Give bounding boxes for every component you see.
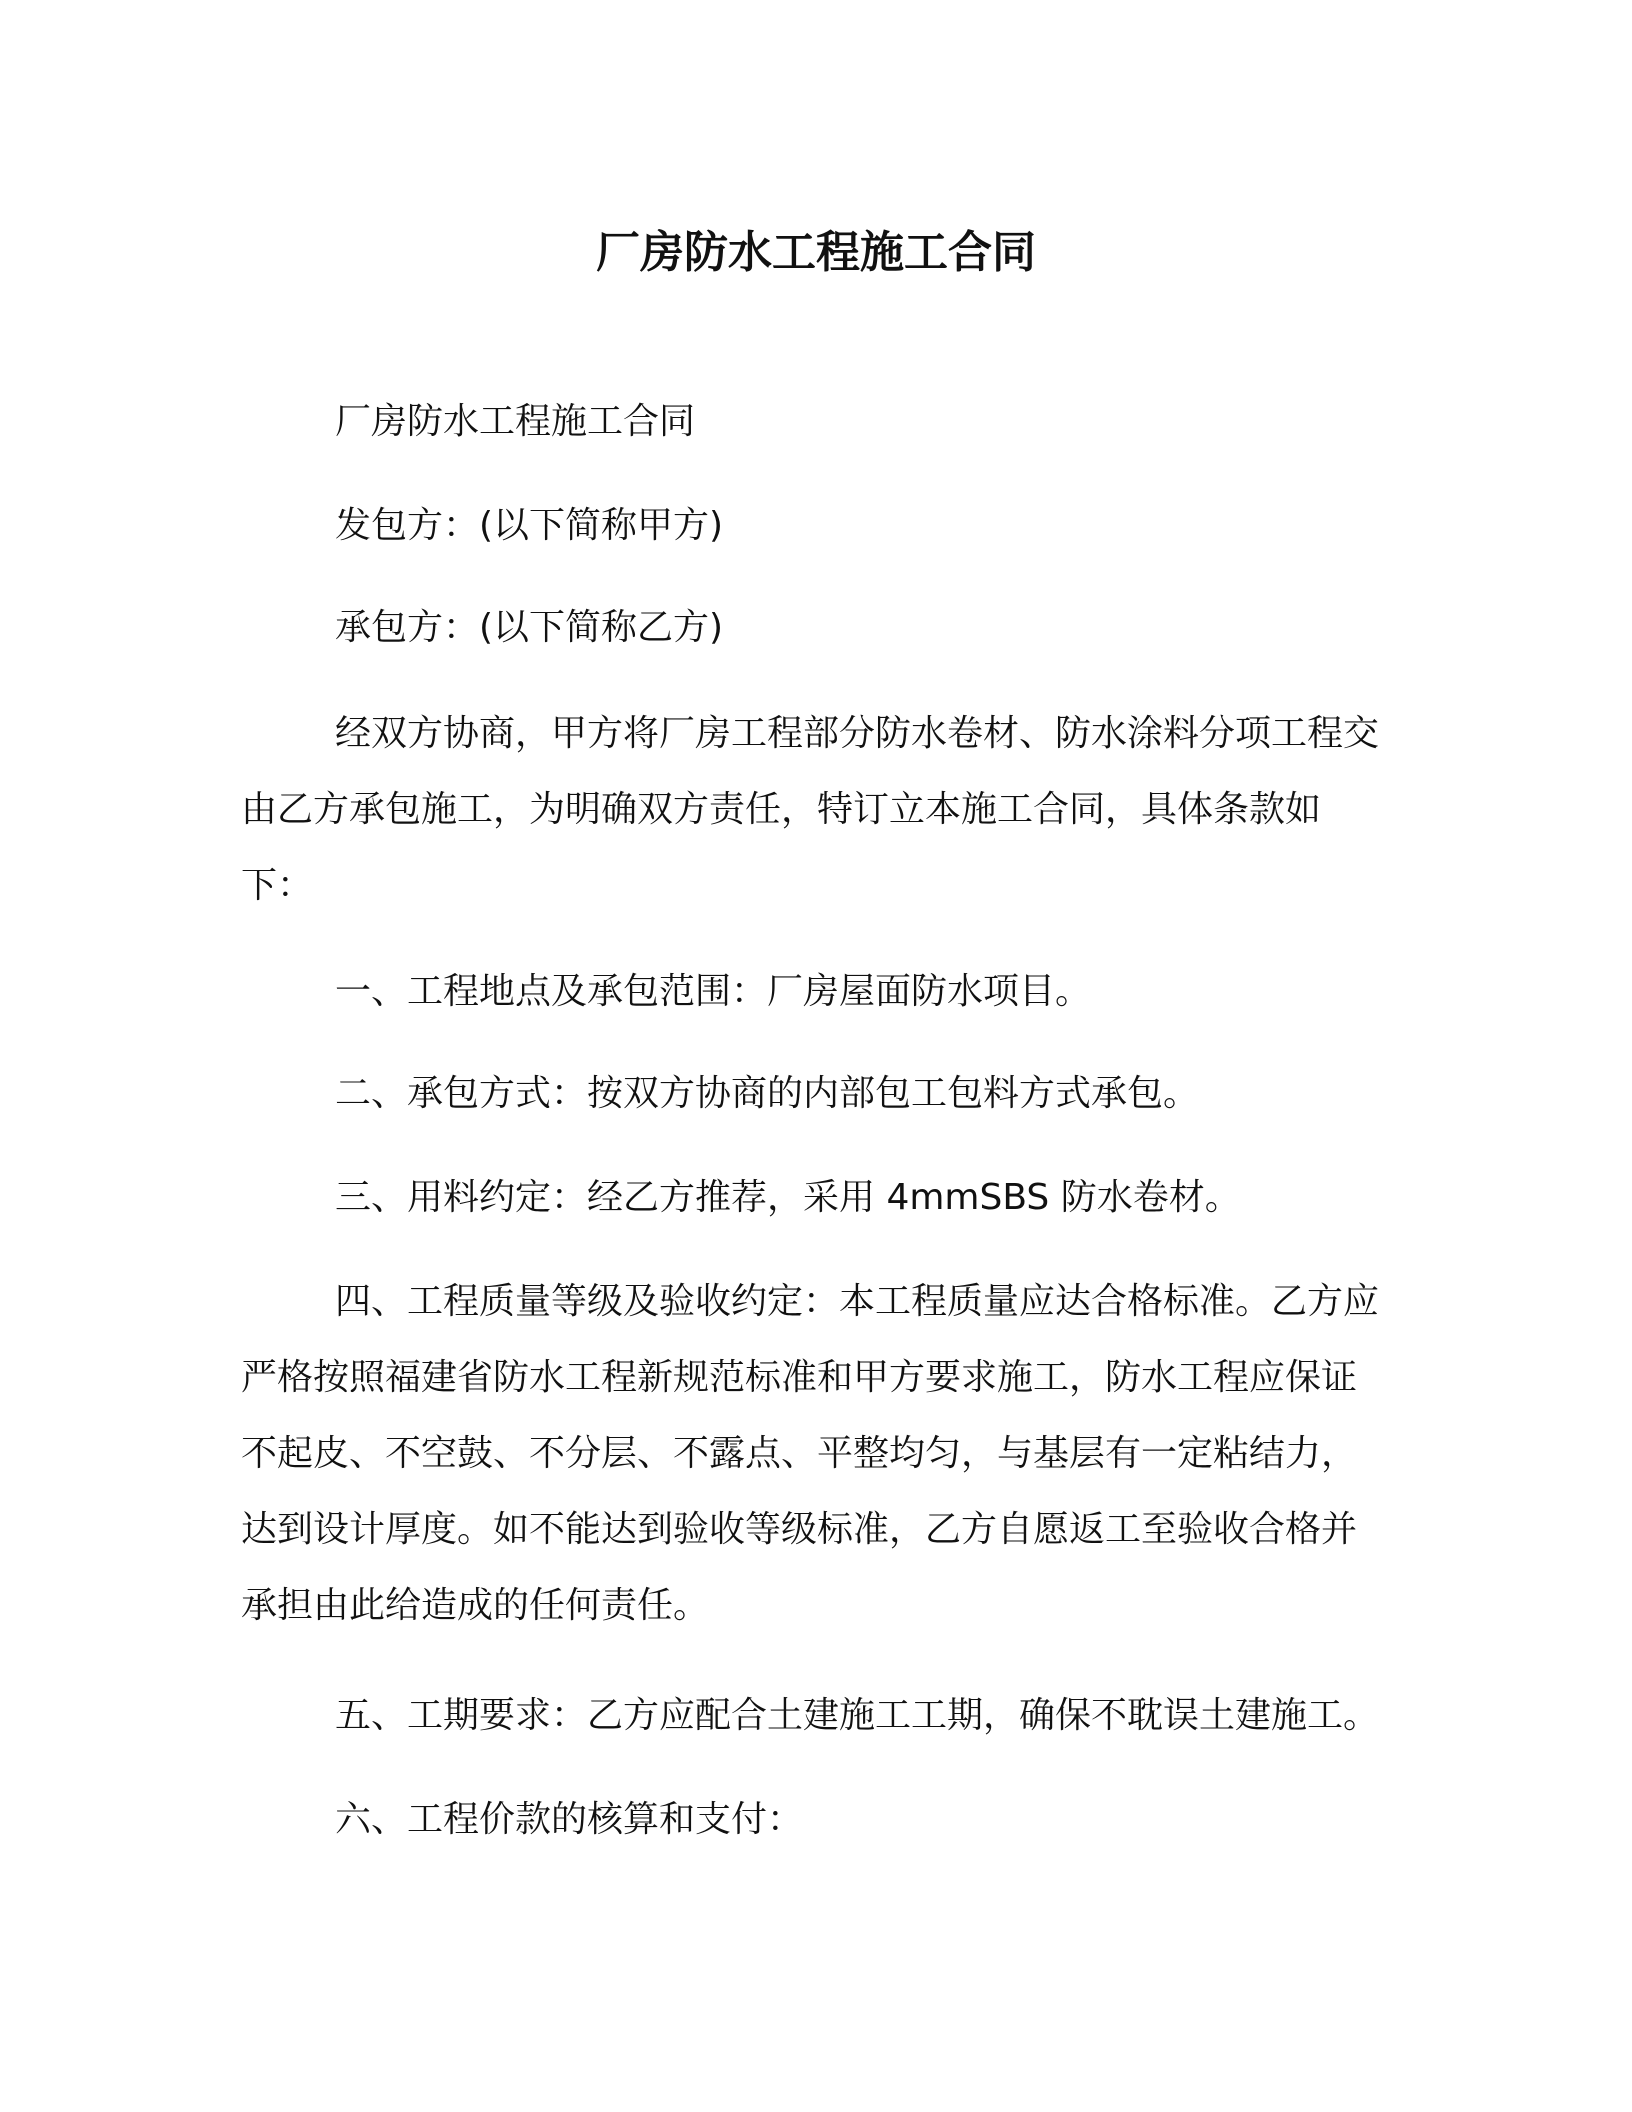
paragraph-intro: 经双方协商，甲方将厂房工程部分防水卷材、防水涂料分项工程交由乙方承包施工，为明确双方责任，特订立本施工合同，具体条款如下： bbox=[241, 713, 1380, 906]
clause-6-payment: 六、工程价款的核算和支付： bbox=[335, 1799, 804, 1840]
clause-1-location-scope: 一、工程地点及承包范围：厂房屋面防水项目。 bbox=[335, 971, 1092, 1012]
paragraph-employer: 发包方：(以下简称甲方) bbox=[335, 505, 724, 546]
clause-2-contract-mode: 二、承包方式：按双方协商的内部包工包料方式承包。 bbox=[335, 1073, 1200, 1114]
clause-4-quality-acceptance: 四、工程质量等级及验收约定：本工程质量应达合格标准。乙方应严格按照福建省防水工程新规范标准和甲方要求施工，防水工程应保证不起皮、不空鼓、不分层、不露点、平整均匀，与基层有一定粘结力，达到设计厚度。如不能达到验收等级标准，乙方自愿返工至验收合格并承担由此给造成的任何责任。 bbox=[241, 1281, 1380, 1626]
document-title: 厂房防水工程施工合同 bbox=[596, 227, 1036, 278]
clause-3-materials: 三、用料约定：经乙方推荐，采用 4mmSBS 防水卷材。 bbox=[335, 1177, 1241, 1218]
paragraph-subtitle: 厂房防水工程施工合同 bbox=[335, 401, 696, 442]
clause-5-schedule: 五、工期要求：乙方应配合土建施工工期，确保不耽误土建施工。 bbox=[335, 1695, 1380, 1736]
paragraph-contractor: 承包方：(以下简称乙方) bbox=[335, 607, 724, 648]
